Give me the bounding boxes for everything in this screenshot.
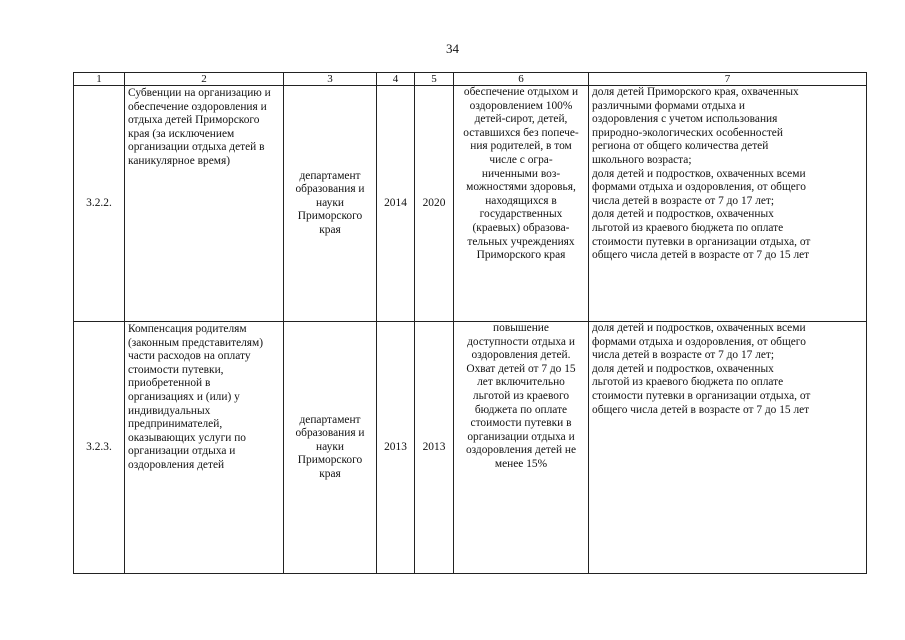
header-cell-1: 1 (74, 73, 125, 86)
indicator-cell (589, 322, 867, 574)
cell-text-line: края (за исключением (128, 127, 235, 140)
cell-text-line: находящихся в (485, 194, 557, 207)
cell-text-line: можностями здоровья, (466, 181, 576, 194)
cell-text-line: региона от общего количества детей (592, 140, 769, 153)
cell-text-line: числа детей в возрасте от 7 до 17 лет; (592, 349, 775, 362)
cell-text-line: льготой из краевого бюджета по оплате (592, 376, 784, 389)
table-row (74, 322, 867, 574)
department-cell (284, 322, 377, 574)
cell-text-line: доля детей и подростков, охваченных (592, 362, 774, 375)
cell-text-line: льготой из краевого (472, 389, 570, 402)
header-cell-6: 6 (454, 73, 589, 86)
cell-text-line: организациях и (или) у (128, 390, 240, 403)
year-end-cell: 2013 (415, 322, 454, 574)
measure-name-cell (125, 86, 284, 322)
cell-text-line: (законным представителям) (128, 336, 264, 349)
cell-text-line: приобретенной в (128, 377, 211, 390)
cell-text-line: школьного возраста; (592, 153, 692, 166)
cell-text-line: индивидуальных (128, 404, 211, 417)
cell-text-line: организации отдыха и (128, 445, 236, 458)
year-end-cell: 2020 (415, 86, 454, 322)
header-cell-3: 3 (284, 73, 377, 86)
cell-text-line: детей-сирот, детей, (474, 113, 568, 126)
cell-text-line: отдыха детей Приморского (128, 114, 260, 127)
cell-text-line: ниченными воз- (481, 167, 561, 180)
cell-text-line: формами отдыха и оздоровления, от общего (592, 181, 806, 194)
cell-text-line: стоимости путевки в организации отдыха, от (592, 389, 811, 402)
cell-text-line: департамент (299, 413, 361, 426)
cell-text-line: (краевых) образова- (472, 221, 570, 234)
cell-text-line: тельных учреждениях (467, 235, 575, 248)
cell-text-line: государственных (479, 208, 563, 221)
cell-text-line: менее 15% (494, 457, 548, 470)
cell-text-line: числа детей в возрасте от 7 до 17 лет; (592, 194, 775, 207)
cell-text-line: Приморского края (476, 249, 566, 262)
header-cell-2: 2 (125, 73, 284, 86)
indicator-cell (589, 86, 867, 322)
cell-text-line: Компенсация родителям (128, 323, 247, 335)
cell-text-line: общего числа детей в возрасте от 7 до 15 лет (592, 249, 810, 262)
cell-text-line: оказывающих услуги по (128, 431, 247, 444)
cell-text-line: доля детей и подростков, охваченных всеми (592, 167, 806, 180)
cell-text-line: обеспечение отдыхом и (463, 86, 579, 98)
year-start-cell: 2013 (377, 322, 415, 574)
cell-text-line: числе с огра- (489, 153, 553, 166)
cell-text-line: оздоровления детей не (465, 444, 577, 457)
cell-text-line: льготой из краевого бюджета по оплате (592, 221, 784, 234)
cell-text-line: доступности отдыха и (467, 335, 575, 348)
cell-text-line: формами отдыха и оздоровления, от общего (592, 335, 806, 348)
cell-text-line: оздоровления с учетом использования (592, 113, 778, 126)
header-row (74, 73, 867, 86)
cell-text-line: доля детей Приморского края, охваченных (592, 86, 799, 98)
cell-text-line: образования и (295, 183, 365, 196)
cell-text-line: бюджета по оплате (474, 403, 568, 416)
year-start-cell: 2014 (377, 86, 415, 322)
expected-result-cell (454, 86, 589, 322)
cell-text-line: различными формами отдыха и (592, 99, 745, 112)
cell-text-line: Охват детей от 7 до 15 (466, 362, 576, 375)
cell-text-line: стоимости путевки в организации отдыха, от (592, 235, 811, 248)
cell-text-line: оздоровления детей (128, 458, 225, 471)
department-cell (284, 86, 377, 322)
cell-text-line: Приморского (297, 454, 363, 467)
cell-text-line: повышение (493, 322, 549, 334)
row-number: 3.2.2. (74, 86, 125, 322)
measure-name-cell (125, 322, 284, 574)
cell-text-line: предпринимателей, (128, 418, 223, 431)
program-table (73, 72, 867, 574)
cell-text-line: оздоровления детей. (471, 349, 571, 362)
cell-text-line: края (319, 223, 341, 236)
cell-text-line: лет включительно (477, 376, 565, 389)
cell-text-line: доля детей и подростков, охваченных всеми (592, 322, 806, 334)
header-cell-4: 4 (377, 73, 415, 86)
cell-text-line: природно-экологических особенностей (592, 126, 783, 139)
header-cell-5: 5 (415, 73, 454, 86)
cell-text-line: оставшихся без попече- (463, 126, 579, 139)
cell-text-line: науки (316, 196, 344, 209)
cell-text-line: Приморского (297, 210, 363, 223)
cell-text-line: края (319, 467, 341, 480)
cell-text-line: образования и (295, 427, 365, 440)
cell-text-line: науки (316, 440, 344, 453)
cell-text-line: стоимости путевки, (128, 363, 224, 376)
cell-text-line: департамент (299, 169, 361, 182)
cell-text-line: ния родителей, в том (470, 140, 572, 153)
cell-text-line: доля детей и подростков, охваченных (592, 208, 774, 221)
cell-text-line: организации отдыха детей в (128, 141, 265, 154)
row-number: 3.2.3. (74, 322, 125, 574)
cell-text-line: части расходов на оплату (128, 350, 251, 363)
cell-text-line: оздоровлением 100% (469, 99, 573, 112)
expected-result-cell (454, 322, 589, 574)
cell-text-line: каникулярное время) (128, 154, 230, 167)
cell-text-line: организации отдыха и (467, 430, 575, 443)
cell-text-line: общего числа детей в возрасте от 7 до 15 лет (592, 403, 810, 416)
cell-text-line: Субвенции на организацию и (128, 87, 271, 99)
header-cell-7: 7 (589, 73, 867, 86)
cell-text-line: обеспечение оздоровления и (128, 100, 267, 113)
table-row (74, 86, 867, 322)
page-number: 34 (446, 41, 459, 56)
cell-text-line: стоимости путевки в (470, 417, 572, 430)
